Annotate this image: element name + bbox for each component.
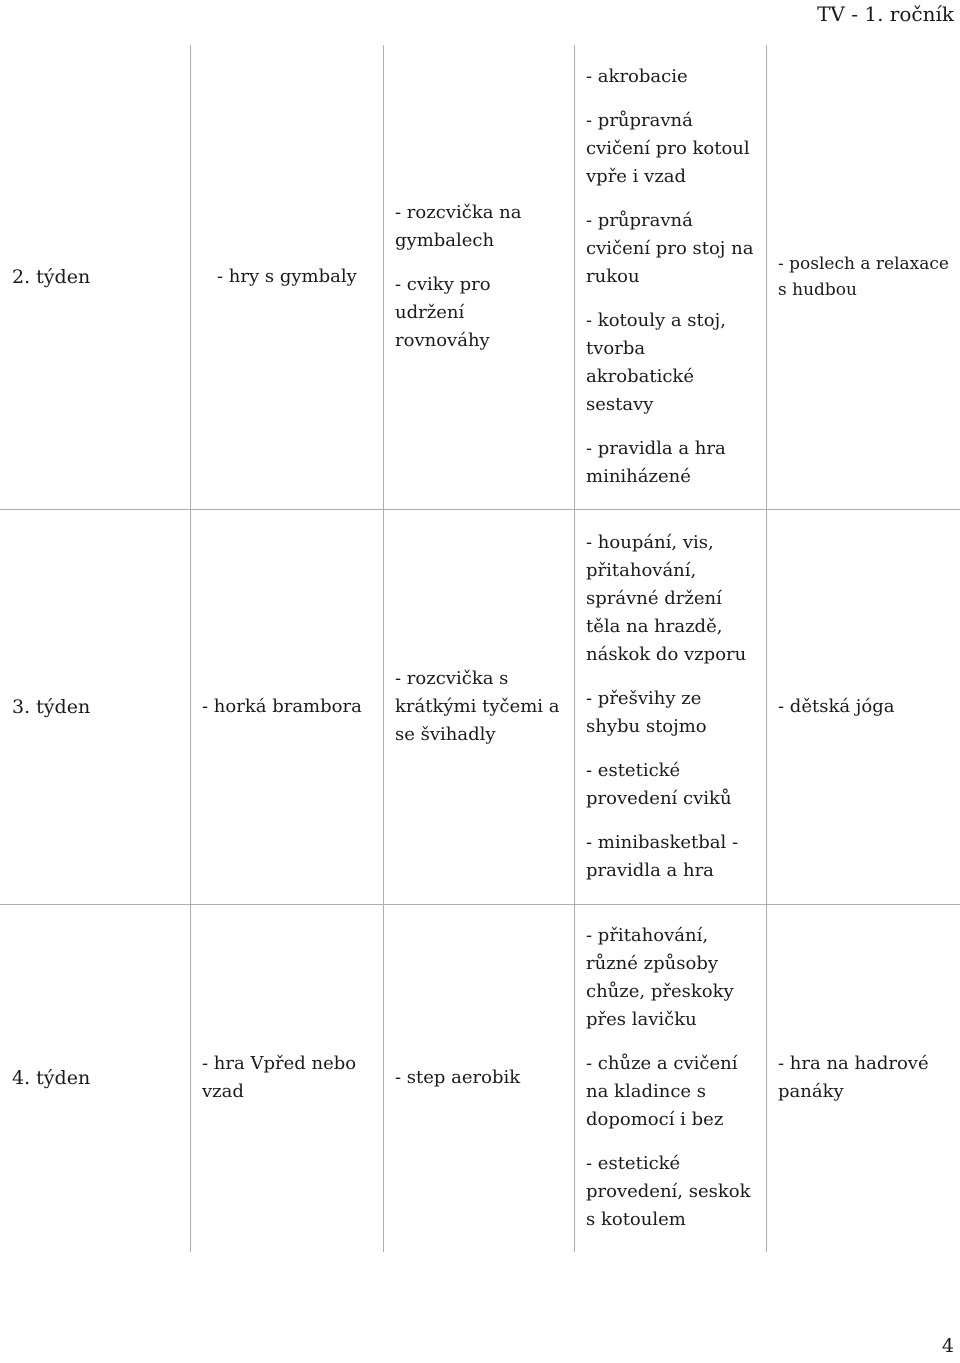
- main-text: - přitahování, různé způsoby chůze, přeskoky přes lavičku: [586, 925, 734, 1030]
- table-cell-week: [0, 509, 190, 904]
- table-cell-main: [574, 509, 766, 904]
- table-cell-week: [0, 45, 190, 509]
- game-text: - hry s gymbaly: [217, 266, 357, 287]
- warmup-text: - rozcvička s krátkými tyčemi a se švihadly: [395, 667, 560, 745]
- main-text: - minibasketbal - pravidla a hra: [586, 831, 739, 881]
- relax-text: - dětská jóga: [778, 695, 895, 717]
- table-cell-game: [190, 904, 383, 1252]
- week-label: 4. týden: [12, 1067, 91, 1089]
- warmup-text: - step aerobik: [395, 1067, 521, 1088]
- main-text: - pravidla a hra miniházené: [586, 438, 726, 487]
- relax-text: - hra na hadrové panáky: [778, 1053, 929, 1102]
- table-cell-warmup: [383, 509, 574, 904]
- main-text: - estetické provedení, seskok s kotoulem: [586, 1153, 751, 1230]
- table-cell-game: [190, 509, 383, 904]
- game-text: - horká brambora: [202, 695, 362, 717]
- table-cell-main: [574, 904, 766, 1252]
- main-text: - kotouly a stoj, tvorba akrobatické sestavy: [586, 310, 726, 415]
- relax-text: - poslech a relaxace s hudbou: [778, 254, 949, 300]
- table-cell-relax: [766, 45, 960, 509]
- table-cell-week: [0, 904, 190, 1252]
- main-text: - průpravná cvičení pro kotoul vpře i vzad: [586, 110, 750, 187]
- table-cell-main: [574, 45, 766, 509]
- main-text: - průpravná cvičení pro stoj na rukou: [586, 210, 754, 287]
- main-text: - akrobacie: [586, 66, 688, 87]
- main-text: - přešvihy ze shybu stojmo: [586, 687, 707, 737]
- warmup-text: - rozcvička na gymbalech: [395, 202, 522, 251]
- main-text: - estetické provedení cviků: [586, 759, 732, 809]
- table-cell-relax: [766, 904, 960, 1252]
- page-number: 4: [941, 1335, 954, 1357]
- main-text: - houpání, vis, přitahování, správné držení těla na hrazdě, náskok do vzporu: [586, 531, 747, 665]
- table-cell-warmup: [383, 904, 574, 1252]
- table-cell-relax: [766, 509, 960, 904]
- table-cell-game: [190, 45, 383, 509]
- game-text: - hra Vpřed nebo vzad: [202, 1053, 357, 1102]
- main-text: - chůze a cvičení na kladince s dopomocí i bez: [586, 1053, 738, 1130]
- warmup-text: - cviky pro udržení rovnováhy: [395, 274, 491, 351]
- week-label: 2. týden: [12, 266, 91, 288]
- page-header: TV - 1. ročník: [817, 2, 954, 26]
- table-cell-warmup: [383, 45, 574, 509]
- week-label: 3. týden: [12, 695, 91, 718]
